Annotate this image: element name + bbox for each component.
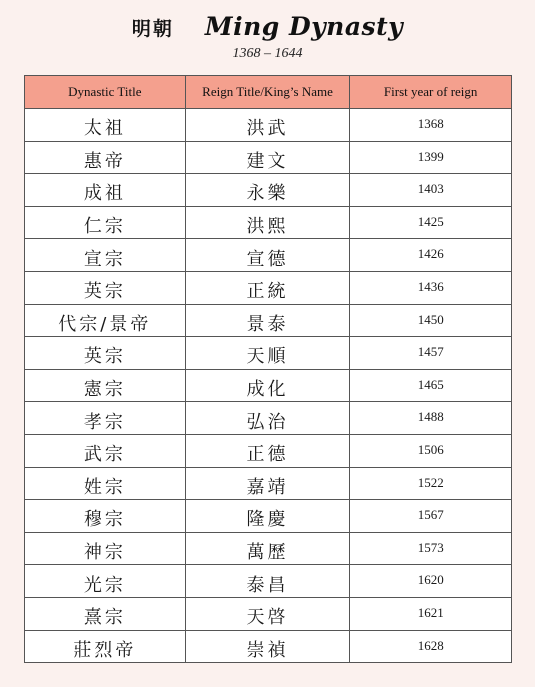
cell-reign-title: 洪熙 (185, 206, 350, 239)
cell-reign-title: 正德 (185, 434, 350, 467)
table-row (25, 239, 512, 272)
cell-dynastic-title: 代宗/景帝 (25, 304, 186, 337)
cell-first-year: 1567 (350, 500, 512, 533)
cell-first-year: 1506 (350, 434, 512, 467)
table-row (25, 532, 512, 565)
cell-first-year: 1399 (350, 141, 512, 174)
cell-reign-title: 弘治 (185, 402, 350, 435)
table-row (25, 467, 512, 500)
table-header (25, 76, 512, 109)
table-row (25, 141, 512, 174)
table-row (25, 206, 512, 239)
cell-dynastic-title: 太祖 (25, 109, 186, 142)
cell-first-year: 1403 (350, 174, 512, 207)
cell-dynastic-title: 孝宗 (25, 402, 186, 435)
table-row (25, 434, 512, 467)
column-header-first-year: First year of reign (350, 76, 512, 109)
cell-reign-title: 泰昌 (185, 565, 350, 598)
year-range: 1368 – 1644 (232, 46, 303, 61)
cell-reign-title: 萬歷 (185, 532, 350, 565)
cell-first-year: 1465 (350, 369, 512, 402)
cell-first-year: 1436 (350, 271, 512, 304)
cell-first-year: 1426 (350, 239, 512, 272)
cell-dynastic-title: 姓宗 (25, 467, 186, 500)
cell-first-year: 1450 (350, 304, 512, 337)
cell-first-year: 1573 (350, 532, 512, 565)
table-row (25, 565, 512, 598)
reign-table (24, 75, 512, 663)
cell-dynastic-title: 憲宗 (25, 369, 186, 402)
cell-dynastic-title: 成祖 (25, 174, 186, 207)
cell-dynastic-title: 英宗 (25, 337, 186, 370)
cell-reign-title: 永樂 (185, 174, 350, 207)
cell-dynastic-title: 英宗 (25, 271, 186, 304)
cell-dynastic-title: 穆宗 (25, 500, 186, 533)
cell-reign-title: 洪武 (185, 109, 350, 142)
title-chinese: 明朝 (131, 18, 174, 40)
cell-first-year: 1457 (350, 337, 512, 370)
cell-first-year: 1425 (350, 206, 512, 239)
title-english: Ming Dynasty (204, 12, 404, 41)
table-row (25, 630, 512, 663)
cell-dynastic-title: 神宗 (25, 532, 186, 565)
cell-first-year: 1522 (350, 467, 512, 500)
cell-reign-title: 正統 (185, 271, 350, 304)
header-row (25, 76, 512, 109)
cell-reign-title: 天順 (185, 337, 350, 370)
cell-reign-title: 隆慶 (185, 500, 350, 533)
column-header-reign-title: Reign Title/King’s Name (185, 76, 350, 109)
table-row (25, 271, 512, 304)
column-header-dynastic-title: Dynastic Title (25, 76, 186, 109)
cell-reign-title: 崇禎 (185, 630, 350, 663)
cell-dynastic-title: 惠帝 (25, 141, 186, 174)
table-row (25, 402, 512, 435)
cell-reign-title: 景泰 (185, 304, 350, 337)
cell-reign-title: 嘉靖 (185, 467, 350, 500)
cell-reign-title: 天啓 (185, 597, 350, 630)
table-row (25, 109, 512, 142)
cell-dynastic-title: 莊烈帝 (25, 630, 186, 663)
table-row (25, 174, 512, 207)
cell-dynastic-title: 武宗 (25, 434, 186, 467)
cell-first-year: 1621 (350, 597, 512, 630)
cell-dynastic-title: 仁宗 (25, 206, 186, 239)
cell-reign-title: 成化 (185, 369, 350, 402)
table-row (25, 597, 512, 630)
cell-dynastic-title: 熹宗 (25, 597, 186, 630)
page-title (0, 12, 535, 41)
cell-first-year: 1368 (350, 109, 512, 142)
table-body (25, 109, 512, 663)
cell-dynastic-title: 宣宗 (25, 239, 186, 272)
cell-first-year: 1628 (350, 630, 512, 663)
table-row (25, 500, 512, 533)
cell-first-year: 1488 (350, 402, 512, 435)
cell-first-year: 1620 (350, 565, 512, 598)
table-row (25, 369, 512, 402)
table-row (25, 304, 512, 337)
cell-reign-title: 宣德 (185, 239, 350, 272)
table-row (25, 337, 512, 370)
cell-reign-title: 建文 (185, 141, 350, 174)
cell-dynastic-title: 光宗 (25, 565, 186, 598)
